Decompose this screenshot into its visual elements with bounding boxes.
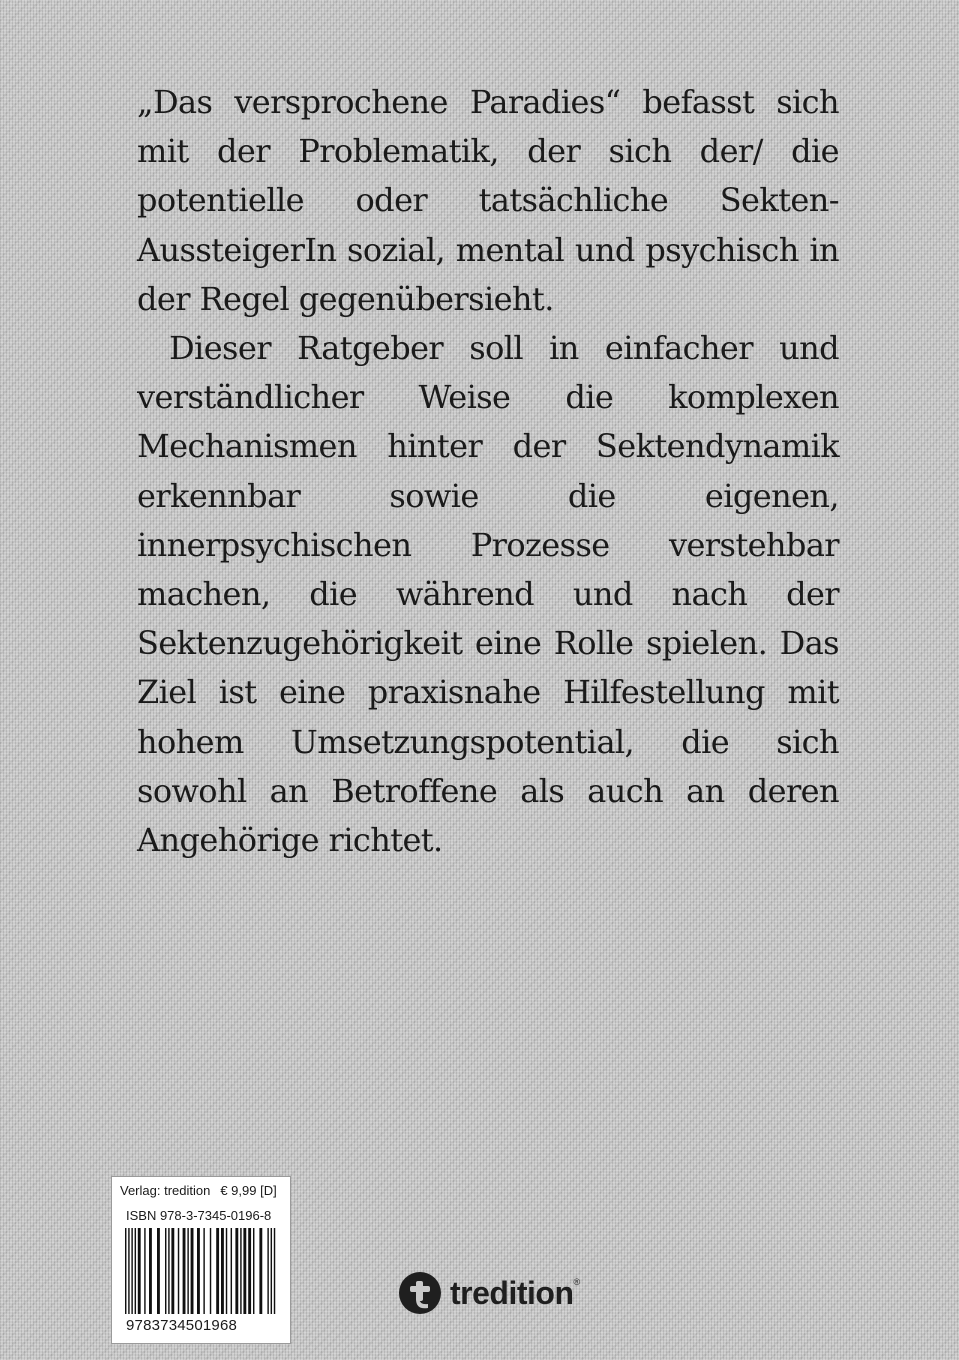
barcode-bar — [221, 1228, 224, 1314]
barcode-bar — [240, 1228, 241, 1314]
back-cover-blurb — [137, 78, 839, 865]
barcode-bar — [216, 1228, 219, 1314]
barcode-bar — [157, 1228, 160, 1314]
barcode-bar — [144, 1228, 145, 1314]
barcode-bar — [259, 1228, 262, 1314]
barcode-bar — [149, 1228, 152, 1314]
tredition-t-icon — [399, 1272, 441, 1314]
barcode-bar — [178, 1228, 179, 1314]
barcode-bar — [183, 1228, 186, 1314]
isbn-label: ISBN 978-3-7345-0196-8 — [126, 1208, 272, 1223]
barcode-bar — [267, 1228, 268, 1314]
barcode-bar — [248, 1228, 251, 1314]
barcode-bar — [235, 1228, 238, 1314]
publisher-price-line — [120, 1183, 277, 1198]
barcode-bar — [226, 1228, 227, 1314]
barcode-bar — [165, 1228, 166, 1314]
barcode-bar — [187, 1228, 188, 1314]
barcode-bar — [253, 1228, 254, 1314]
barcode-bar — [271, 1228, 272, 1314]
barcode-bar — [168, 1228, 169, 1314]
barcode-bar — [125, 1228, 126, 1314]
blurb-paragraph-2: Dieser Ratgeber soll in einfacher und verständlicher Weise die komplexen Mechanismen hinter der Sektendynamik erkennbar sowie die eigenen, innerpsychischen Prozesse verstehbar machen, die während und nach der Sektenzugehörigkeit eine Rolle spielen. Das Ziel ist eine praxisnahe Hilfestellung mit hohem Umsetzungspotential, die sich sowohl an Betroffene als auch an deren Angehörige richtet. — [137, 329, 839, 860]
publisher-label: Verlag: tredition — [120, 1183, 211, 1198]
barcode-bar — [138, 1228, 141, 1314]
barcode-bar — [191, 1228, 194, 1314]
barcode-bar — [231, 1228, 232, 1314]
tredition-wordmark: tredition — [450, 1274, 574, 1311]
barcode-digits: 9783734501968 — [126, 1317, 238, 1334]
barcode-bar — [131, 1228, 132, 1314]
blurb-paragraph-1: „Das versprochene Paradies“ befasst sich mit der Problematik, der sich der/ die potentielle oder tatsächliche Sekten- AussteigerIn sozial, mental und psychisch in der Regel gegenübersieht. — [137, 83, 839, 318]
barcode-bar — [135, 1228, 136, 1314]
barcode-bar — [274, 1228, 275, 1314]
publisher-logo — [399, 1271, 599, 1315]
barcode-bar — [197, 1228, 200, 1314]
price-label: € 9,99 [D] — [220, 1183, 277, 1198]
barcode-bar — [171, 1228, 174, 1314]
barcode-box — [111, 1176, 291, 1344]
barcode-bar — [210, 1228, 211, 1314]
barcode — [125, 1228, 277, 1314]
barcode-bar — [203, 1228, 204, 1314]
registered-mark: ® — [573, 1277, 581, 1287]
barcode-bar — [128, 1228, 129, 1314]
barcode-bar — [243, 1228, 246, 1314]
